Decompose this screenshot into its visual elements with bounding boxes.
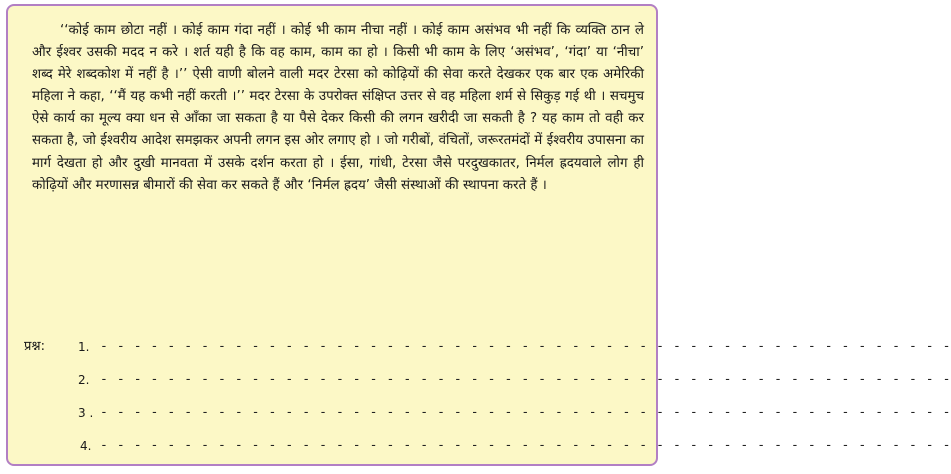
- question-number: 3 .: [78, 406, 94, 420]
- question-4: [24, 435, 951, 457]
- passage-text: ‘‘कोई काम छोटा नहीं । कोई काम गंदा नहीं । कोई भी काम नीचा नहीं । कोई काम असंभव भी नहीं कि व्यक्ति ठान ले और ईश्वर उसकी मदद न करे । शर्त यही है कि वह काम, काम का हो । किसी भी काम के लिए ‘असंभव’, ‘गंदा’ या ‘नीचा’ शब्द मेरे शब्दकोश में नहीं है ।’’ ऐसी वाणी बोलने वाली मदर टेरसा को कोढ़ियों की सेवा करते देखकर एक बार एक अमेरिकी महिला ने कहा, ‘‘मैं यह कभी नहीं करती ।’’ मदर टेरसा के उपरोक्त संक्षिप्त उत्तर से वह महिला शर्म से सिकुड़ गई थी । सचमुच ऐसे कार्य का मूल्य क्या धन से आँका जा सकता है या पैसे देकर किसी की लगन खरीदी जा सकती है ? यह काम तो वही कर सकता है, जो ईश्वरीय आदेश समझकर अपनी लगन इस ओर लगाए हो । जो गरीबों, वंचितों, जरूरतमंदों में ईश्वरीय उपासना का मार्ग देखता हो और दुखी मानवता में उसके दर्शन करता हो । ईसा, गांधी, टेरसा जैसे परदुखकातर, निर्मल ह्रदयवाले लोग ही कोढ़ियों और मरणासन्न बीमारों की सेवा कर सकते हैं और ‘निर्मल ह्रदय’ जैसी संस्थाओं की स्थापना करते हैं ।: [32, 23, 644, 193]
- question-number: 4.: [80, 439, 92, 453]
- answer-blank-line[interactable]: - - - - - - - - - - - - - - - - - - - - - - - - - - - - - - - - - - - - - - - - - - - - - - - - - - -: [100, 405, 951, 420]
- answer-blank-line[interactable]: - - - - - - - - - - - - - - - - - - - - - - - - - - - - - - - - - - - - - - - - - - - - - - - - - - -: [100, 372, 951, 387]
- question-2: [24, 369, 951, 391]
- question-3: [24, 402, 951, 424]
- question-prefix: प्रश्न:: [24, 339, 45, 354]
- answer-blank-line[interactable]: - - - - - - - - - - - - - - - - - - - - - - - - - - - - - - - - - - - - - - - - - - - - - - - - - - -: [100, 339, 951, 354]
- question-1: [24, 336, 951, 358]
- answer-blank-line[interactable]: - - - - - - - - - - - - - - - - - - - - - - - - - - - - - - - - - - - - - - - - - - - - - - - - - - -: [100, 438, 951, 453]
- worksheet-frame: [6, 4, 951, 466]
- question-number: 2.: [78, 373, 90, 387]
- question-number: 1.: [78, 340, 90, 354]
